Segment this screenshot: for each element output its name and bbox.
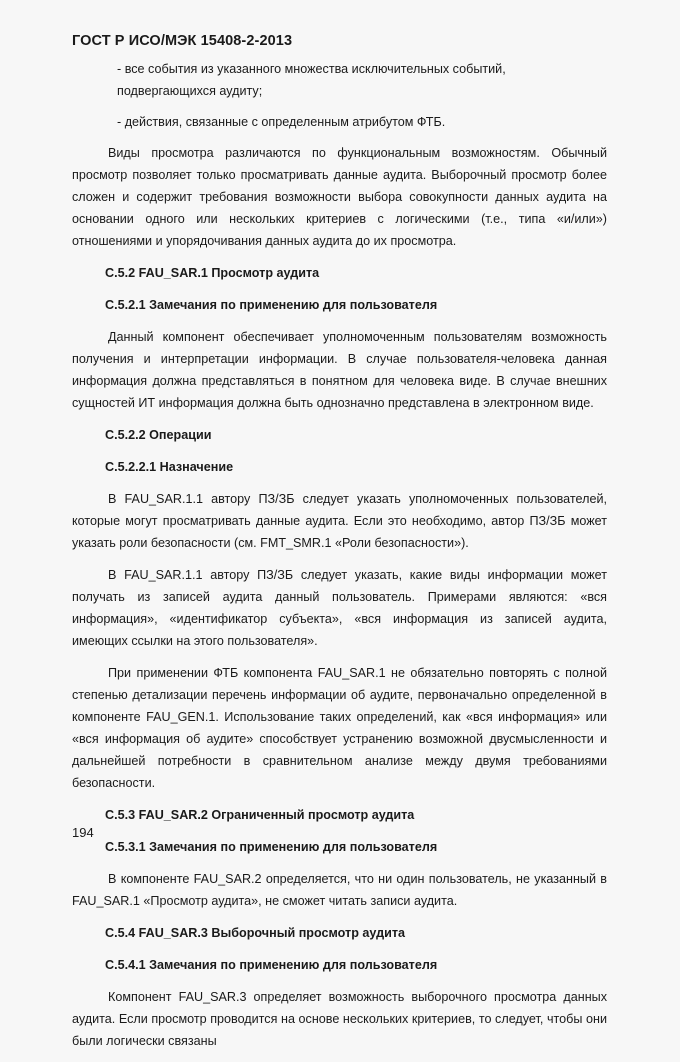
heading-c-5-2-2: C.5.2.2 Операции <box>105 428 212 442</box>
page-number: 194 <box>72 825 94 840</box>
heading-c-5-2-2-1: C.5.2.2.1 Назначение <box>105 460 234 474</box>
heading-c-5-3-1: C.5.3.1 Замечания по применению для пользователя <box>105 840 438 854</box>
heading-c-5-2-1: C.5.2.1 Замечания по применению для пользователя <box>105 298 438 312</box>
heading-c-5-4: C.5.4 FAU_SAR.3 Выборочный просмотр аудита <box>105 926 406 940</box>
heading-c-5-3: C.5.3 FAU_SAR.2 Ограниченный просмотр аудита <box>105 808 415 822</box>
heading-c-5-2: C.5.2 FAU_SAR.1 Просмотр аудита <box>105 266 320 280</box>
paragraph-sar-1-1-roles: В FAU_SAR.1.1 автору ПЗ/ЗБ следует указать уполномоченных пользователей, которые могут просматривать данные аудита. Если это необходимо, автор ПЗ/ЗБ может указать роли безопасности (см. FMT_SMR.1 «Роли безопасности»). <box>72 492 607 550</box>
paragraph-component-description: Данный компонент обеспечивает уполномоченным пользователям возможность получения и интерпретации информации. В случае пользователя-человека данная информация должна представляться в понятном для человека виде. В случае внешних сущностей ИТ информация должна быть однозначно представлена в электронном виде. <box>72 330 607 410</box>
list-item: - действия, связанные с определенным атрибутом ФТБ. <box>117 115 446 129</box>
heading-c-5-4-1: C.5.4.1 Замечания по применению для пользователя <box>105 958 438 972</box>
paragraph-sar-3-description: Компонент FAU_SAR.3 определяет возможность выборочного просмотра данных аудита. Если просмотр проводится на основе нескольких критериев, то следует, чтобы они были логически связаны <box>72 990 607 1048</box>
paragraph-sar-1-1-info-types: В FAU_SAR.1.1 автору ПЗ/ЗБ следует указать, какие виды информации может получать из записей аудита данный пользователь. Примерами являются: «вся информация», «идентификатор субъекта», «вся информация из записей аудита, имеющих ссылки на этого пользователя». <box>72 568 607 648</box>
paragraph-sar-2-description: В компоненте FAU_SAR.2 определяется, что ни один пользователь, не указанный в FAU_SAR.1 «Просмотр аудита», не сможет читать записи аудита. <box>72 872 607 908</box>
document-standard-header: ГОСТ Р ИСО/МЭК 15408-2-2013 <box>72 33 293 49</box>
list-item: - все события из указанного множества исключительных событий, подвергающихся аудиту; <box>117 62 506 98</box>
document-body <box>72 58 607 1062</box>
paragraph-view-types: Виды просмотра различаются по функциональным возможностям. Обычный просмотр позволяет только просматривать данные аудита. Выборочный просмотр более сложен и содержит требования возможности выбора совокупности данных аудита на основании одного или нескольких критериев с логическими (т.е., типа «и/или») отношениями и упорядочивания данных аудита до их просмотра. <box>72 146 607 248</box>
paragraph-ftb-application: При применении ФТБ компонента FAU_SAR.1 не обязательно повторять с полной степенью детализации перечень информации об аудите, первоначально определенной в компоненте FAU_GEN.1. Использование таких определений, как «вся информация» или «вся информация об аудите» способствует устранению возможной двусмысленности и дальнейшей потребности в сравнительном анализе между двумя требованиями безопасности. <box>72 666 607 790</box>
